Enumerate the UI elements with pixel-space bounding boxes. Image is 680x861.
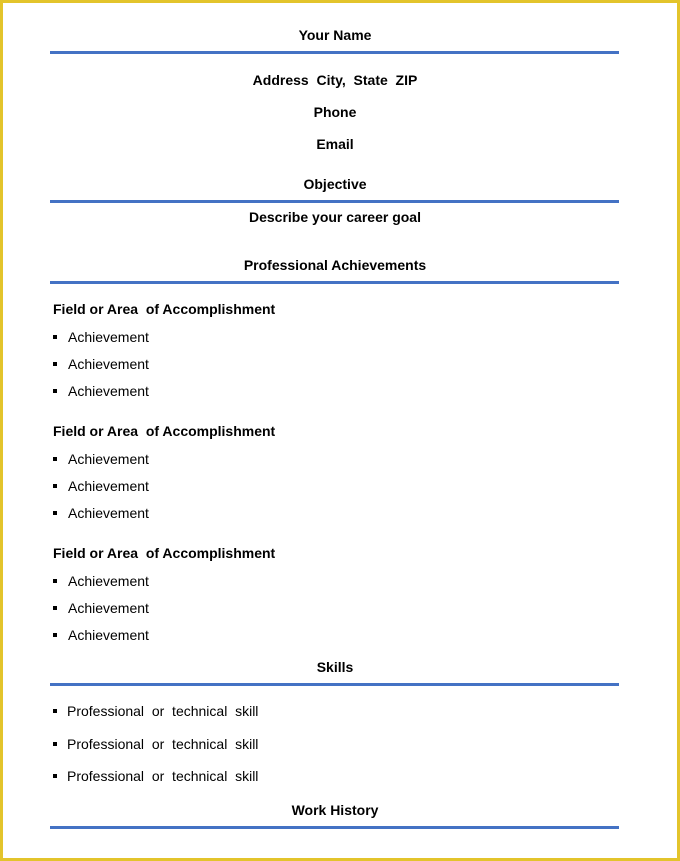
list-item: Professional or technical skill (53, 703, 258, 719)
bullet-icon (53, 742, 57, 746)
bullet-icon (53, 484, 57, 488)
bullet-icon (53, 362, 57, 366)
bullet-icon (53, 457, 57, 461)
list-item: Achievement (53, 356, 149, 372)
bullet-icon (53, 633, 57, 637)
divider-rule (50, 281, 619, 284)
divider-rule (50, 51, 619, 54)
bullet-icon (53, 335, 57, 339)
bullet-icon (53, 606, 57, 610)
achievements-heading: Professional Achievements (243, 257, 427, 273)
bullet-icon (53, 579, 57, 583)
bullet-icon (53, 389, 57, 393)
list-item: Professional or technical skill (53, 768, 258, 784)
list-item: Achievement (53, 329, 149, 345)
bullet-icon (53, 774, 57, 778)
work-history-heading: Work History (291, 802, 379, 818)
skills-heading: Skills (316, 659, 354, 675)
list-item: Achievement (53, 451, 149, 467)
list-item: Achievement (53, 627, 149, 643)
divider-rule (50, 200, 619, 203)
bullet-icon (53, 511, 57, 515)
bullet-icon (53, 709, 57, 713)
field-heading: Field or Area of Accomplishment (53, 301, 276, 317)
phone-line: Phone (313, 104, 357, 120)
email-line: Email (316, 136, 354, 152)
field-heading: Field or Area of Accomplishment (53, 423, 276, 439)
list-item: Achievement (53, 600, 149, 616)
divider-rule (50, 683, 619, 686)
list-item: Achievement (53, 383, 149, 399)
list-item: Achievement (53, 573, 149, 589)
list-item: Achievement (53, 505, 149, 521)
list-item: Professional or technical skill (53, 736, 258, 752)
address-line: Address City, State ZIP (252, 72, 418, 88)
list-item: Achievement (53, 478, 149, 494)
divider-rule (50, 826, 619, 829)
field-heading: Field or Area of Accomplishment (53, 545, 276, 561)
name-heading: Your Name (298, 27, 372, 43)
objective-heading: Objective (303, 176, 367, 192)
objective-text: Describe your career goal (249, 209, 421, 225)
